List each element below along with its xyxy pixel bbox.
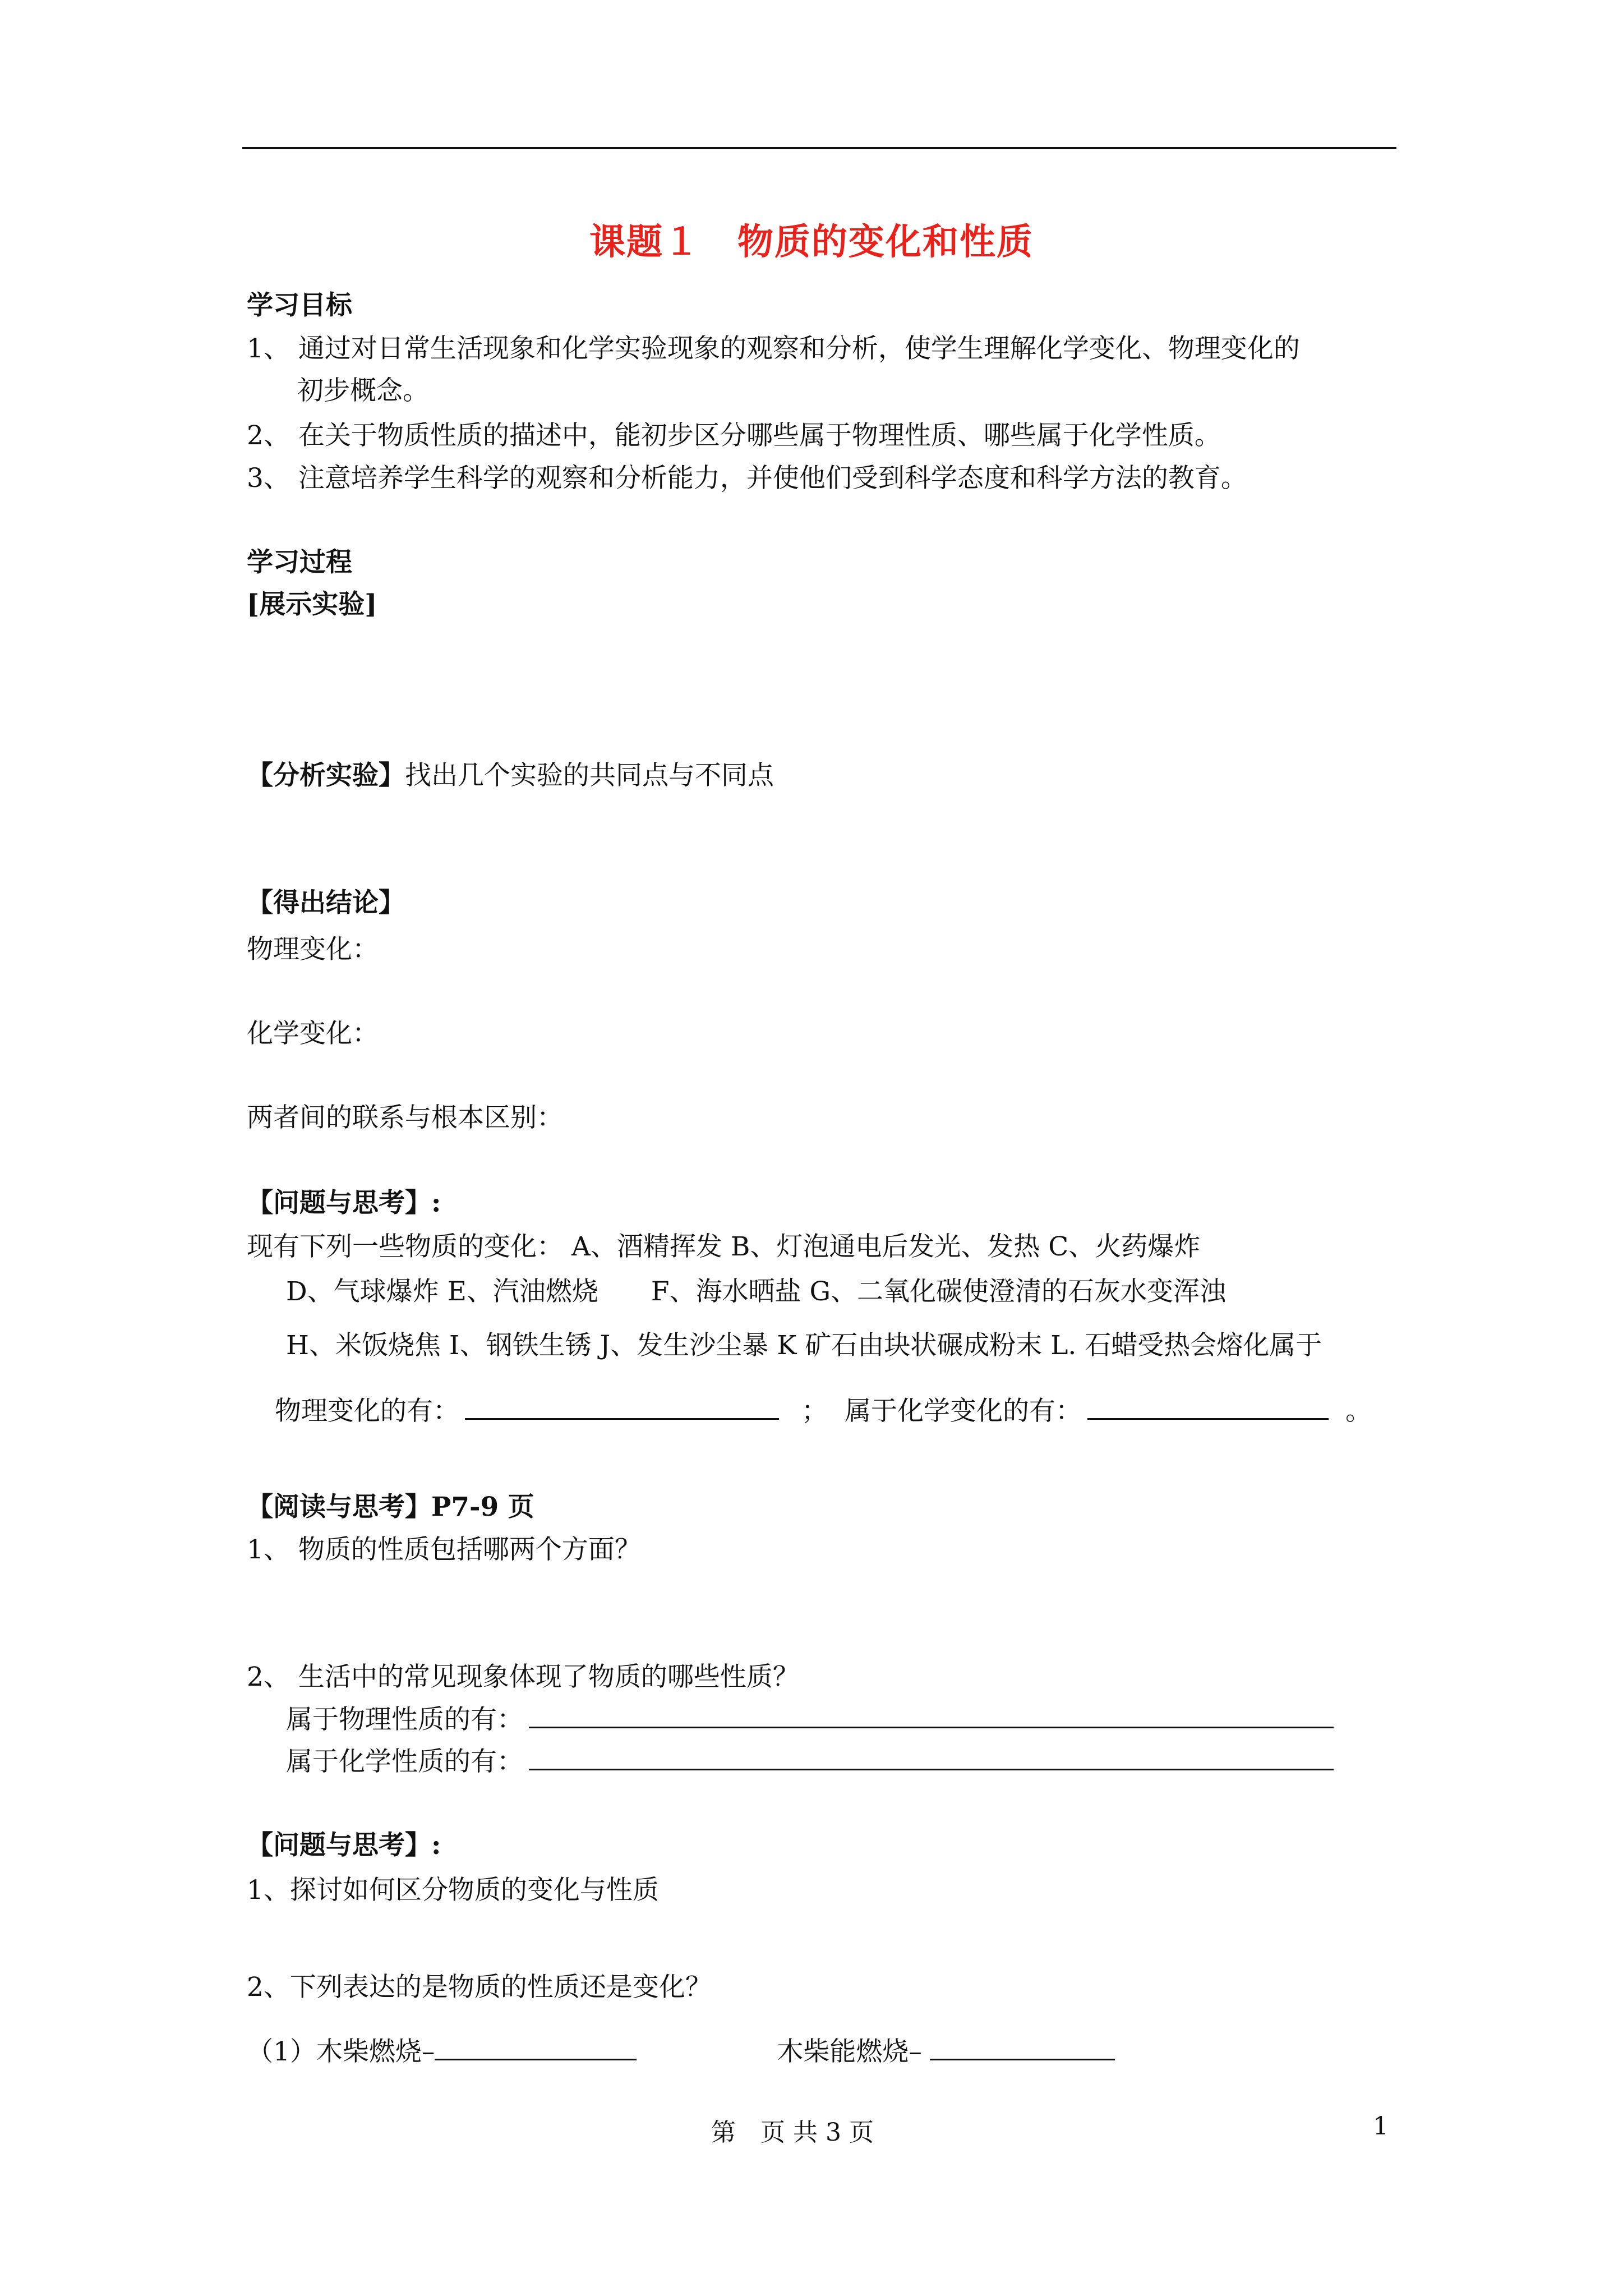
chemical-change-answer-blank[interactable] (1087, 1391, 1329, 1420)
item1-left-blank[interactable] (435, 2032, 637, 2060)
physical-property-label: 属于物理性质的有： (286, 1704, 523, 1735)
physical-change-answer-blank[interactable] (465, 1391, 779, 1420)
physical-change-label: 物理变化： (247, 934, 379, 965)
footer-page-number: 1 (1373, 2112, 1389, 2141)
demo-heading: [展示实验] (247, 589, 377, 620)
process-heading: 学习过程 (247, 547, 352, 578)
item1-left-label: （1）木柴燃烧– (247, 2036, 435, 2067)
question2-heading: 【问题与思考】: (247, 1830, 441, 1861)
reading-heading: 【阅读与思考】P7-9 页 (247, 1492, 534, 1522)
answer-separator: ； (801, 1396, 828, 1427)
answer-end: 。 (1345, 1396, 1372, 1427)
chemical-property-label: 属于化学性质的有： (286, 1746, 523, 1777)
item1-right-label: 木柴能燃烧– (777, 2036, 922, 2067)
physical-property-line (286, 1700, 1339, 1740)
question1-line1: 现有下列一些物质的变化： A、酒精挥发 B、灯泡通电后发光、发热 C、火药爆炸 (247, 1231, 1201, 1262)
page-title: 课题１ 物质的变化和性质 (589, 221, 1034, 263)
question2-q2: 2、下列表达的是物质的性质还是变化？ (247, 1972, 712, 2003)
objective-1: 1、 通过对日常生活现象和化学实验现象的观察和分析，使学生理解化学变化、物理变化的 (247, 333, 1300, 364)
footer-page-info: 第 页 共 3 页 (711, 2118, 874, 2147)
item1-right-blank[interactable] (930, 2032, 1115, 2060)
chemical-property-blank[interactable] (529, 1742, 1334, 1770)
question1-line2: D、气球爆炸 E、汽油燃烧 F、海水晒盐 G、二氧化碳使澄清的石灰水变浑浊 (286, 1276, 1227, 1307)
reading-question-2: 2、 生活中的常见现象体现了物质的哪些性质？ (247, 1662, 799, 1692)
question1-answer-line (275, 1391, 1372, 1431)
physical-property-blank[interactable] (529, 1700, 1334, 1728)
analysis-label: 【分析实验】 (247, 760, 405, 791)
header-rule (242, 147, 1396, 149)
question2-item1 (247, 2032, 1121, 2072)
objective-1-continued: 初步概念。 (297, 375, 429, 406)
reading-question-1: 1、 物质的性质包括哪两个方面？ (247, 1534, 641, 1565)
physical-change-answer-label: 物理变化的有： (275, 1396, 459, 1427)
analysis-text: 找出几个实验的共同点与不同点 (405, 760, 774, 791)
chemical-change-label: 化学变化： (247, 1018, 379, 1049)
conclusion-heading: 【得出结论】 (247, 887, 405, 918)
analysis-line (247, 756, 774, 795)
question1-heading: 【问题与思考】: (247, 1188, 441, 1218)
chemical-change-answer-label: 属于化学变化的有： (845, 1396, 1082, 1427)
chemical-property-line (286, 1742, 1339, 1782)
question2-q1: 1、探讨如何区分物质的变化与性质 (247, 1875, 659, 1906)
objective-2: 2、 在关于物质性质的描述中，能初步区分哪些属于物理性质、哪些属于化学性质。 (247, 420, 1221, 451)
objectives-heading: 学习目标 (247, 290, 352, 321)
relation-label: 两者间的联系与根本区别： (247, 1102, 563, 1133)
question1-line3: H、米饭烧焦 I、钢铁生锈 J、发生沙尘暴 K 矿石由块状碾成粉末 L. 石蜡受热会熔化属于 (286, 1330, 1322, 1361)
objective-3: 3、 注意培养学生科学的观察和分析能力，并使他们受到科学态度和科学方法的教育。 (247, 463, 1247, 494)
